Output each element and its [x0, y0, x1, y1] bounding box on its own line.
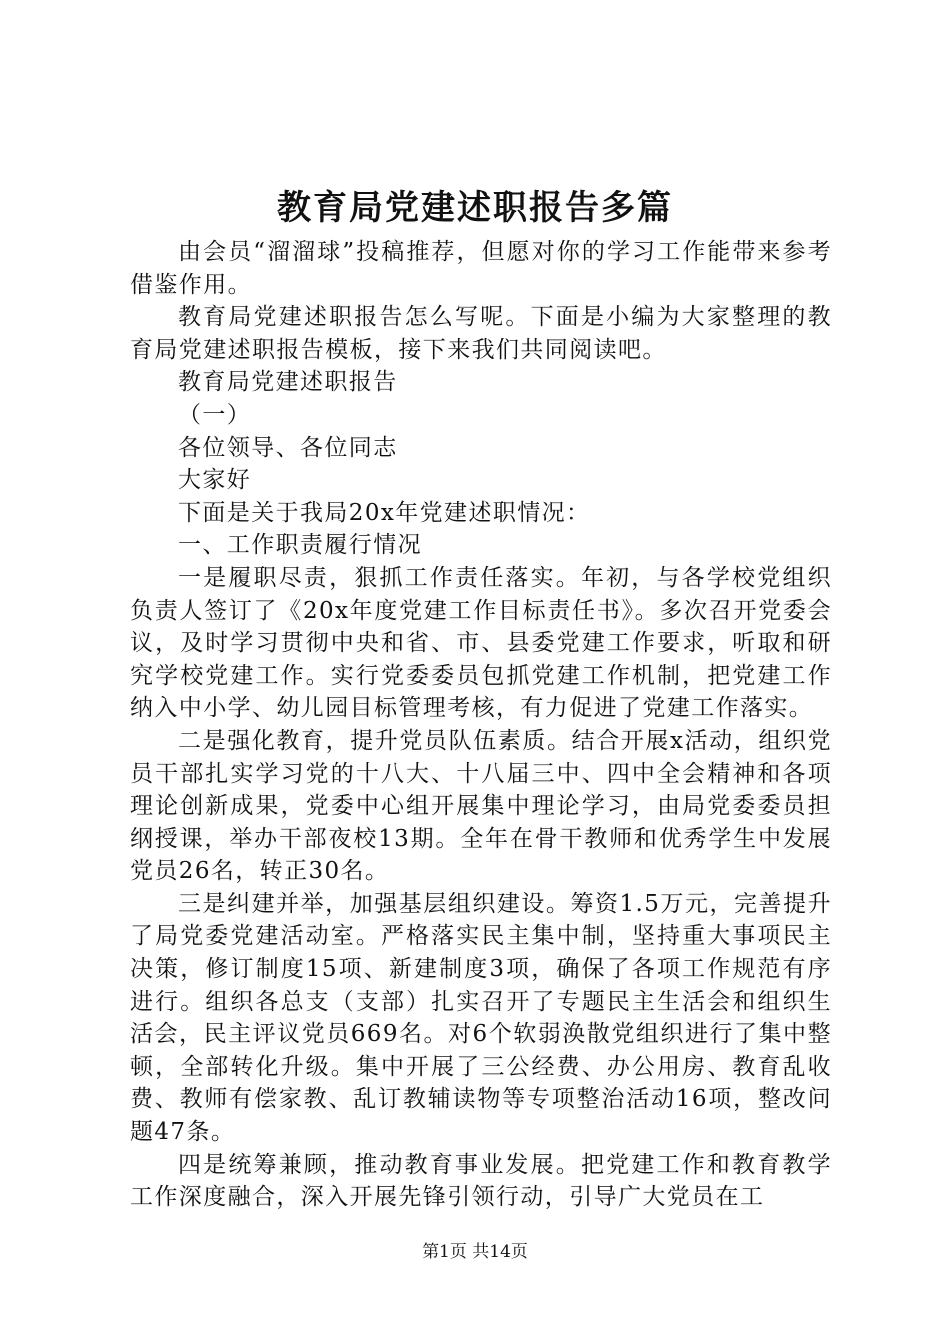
- subsection-heading: 一、工作职责履行情况: [178, 532, 422, 559]
- salutation: 各位领导、各位同志: [178, 434, 398, 461]
- intro-paragraph: 教育局党建述职报告怎么写呢。下面是小编为大家整理的教育局党建述职报告模板，接下来我们共同阅读吧。: [130, 304, 832, 363]
- body-paragraph: 四是统筹兼顾，推动教育事业发展。把党建工作和教育教学工作深度融合，深入开展先锋引领行动，引导广大党员在工: [130, 1151, 832, 1211]
- body-paragraph: 三是纠建并举，加强基层组织建设。筹资1.5万元，完善提升了局党委党建活动室。严格落实民主集中制，坚持重大事项民主决策，修订制度15项、新建制度3项，确保了各项工作规范有序进行。组织各总支（支部）扎实召开了专题民主生活会和组织生活会，民主评议党员669名。对6个软弱涣散党组织进行了集中整顿，全部转化升级。集中开展了三公经费、办公用房、教育乱收费、教师有偿家教、乱订教辅读物等专项整治活动16项，整改问题47条。: [130, 890, 832, 1146]
- greeting: 大家好: [178, 467, 252, 494]
- document-body: [130, 236, 832, 1214]
- section-heading: 教育局党建述职报告: [178, 369, 398, 396]
- body-paragraph: 二是强化教育，提升党员队伍素质。结合开展x活动，组织党员干部扎实学习党的十八大、十八届三中、四中全会精神和各项理论创新成果，党委中心组开展集中理论学习，由局党委委员担纲授课，举办干部夜校13期。全年在骨干教师和优秀学生中发展党员26名，转正30名。: [130, 727, 832, 885]
- body-paragraph: 下面是关于我局20x年党建述职情况：: [178, 499, 591, 526]
- document-title: 教育局党建述职报告多篇: [277, 188, 673, 228]
- page-footer: 第1页 共14页: [422, 1242, 528, 1262]
- section-number: （一）: [178, 401, 252, 428]
- body-paragraph: 一是履职尽责，狠抓工作责任落实。年初，与各学校党组织负责人签订了《20x年度党建工作目标责任书》。多次召开党委会议，及时学习贯彻中央和省、市、县委党建工作要求，听取和研究学校党建工作。实行党委委员包抓党建工作机制，把党建工作纳入中小学、幼儿园目标管理考核，有力促进了党建工作落实。: [130, 564, 832, 722]
- intro-paragraph: 由会员“溜溜球”投稿推荐，但愿对你的学习工作能带来参考借鉴作用。: [130, 239, 832, 298]
